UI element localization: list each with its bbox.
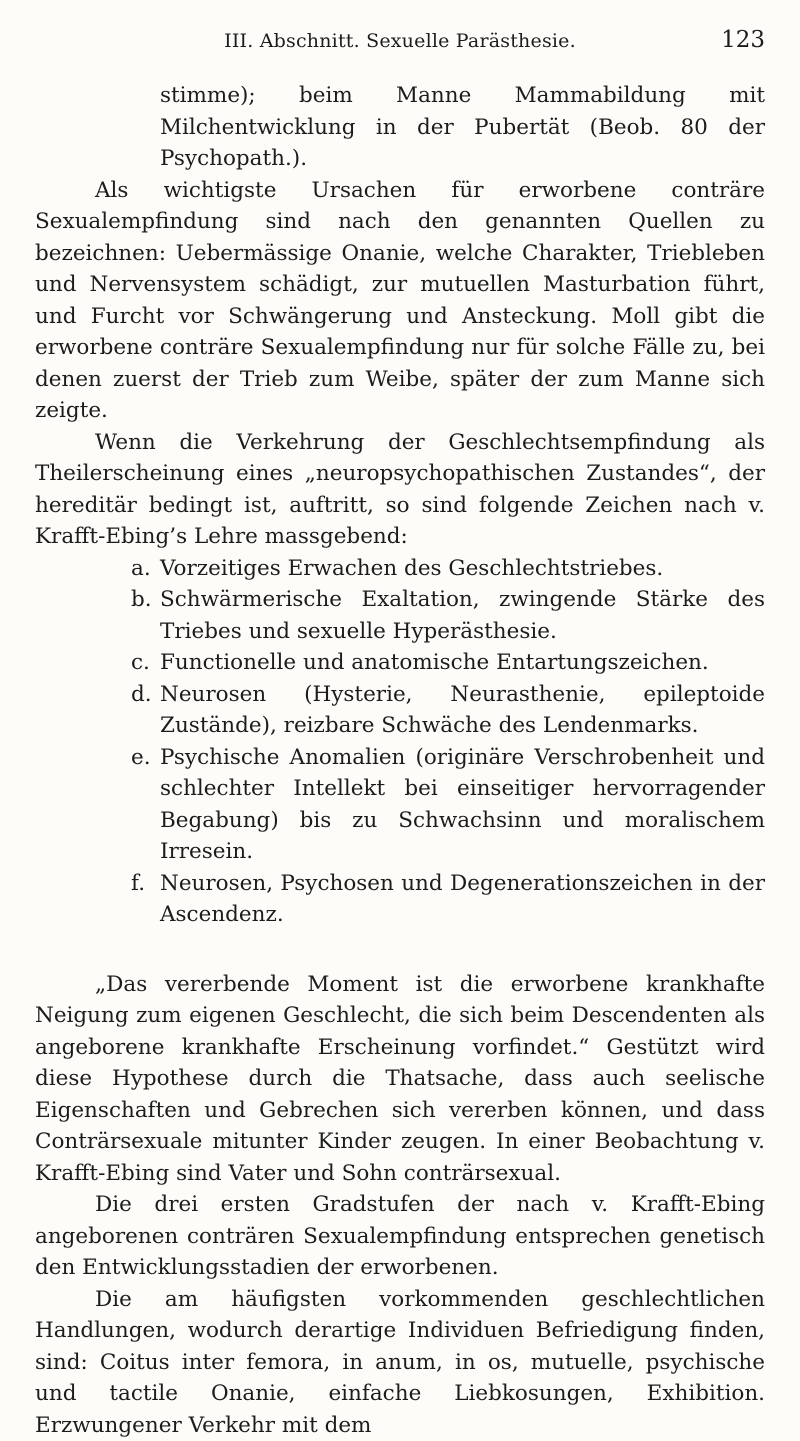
list-item-letter: e. xyxy=(131,742,151,774)
paragraph-acquired-causes: Als wichtigste Ursachen für erworbene conträre Sexualempfindung sind nach den genannten Quellen zu bezeichnen: Uebermässige Onanie, welche Charakter, Triebleben und Nervensystem schädigt, zur mutuellen Masturbation führt, und Furcht vor Schwängerung und Ansteckung. Moll gibt die erworbene conträre Sexualempfindung nur für solche Fälle zu, bei denen zuerst der Trieb zum Weibe, später der zum Manne sich zeigte. xyxy=(35,175,765,427)
list-item xyxy=(35,868,765,931)
paragraph-sexual-acts: Die am häufigsten vorkommenden geschlechtlichen Handlungen, wodurch derartige Individuen Befriedigung finden, sind: Coitus inter femora, in anum, in os, mutuelle, psychische und tactile Onanie, einfache Liebkosungen, Exhibition. Erzwungener Verkehr mit dem xyxy=(35,1284,765,1441)
list-item-text: Neurosen, Psychosen und Degenerationszeichen in der Ascendenz. xyxy=(160,871,765,928)
list-item-text: Functionelle und anatomische Entartungszeichen. xyxy=(160,650,709,675)
list-item-letter: a. xyxy=(131,553,151,585)
paragraph-grade-stages: Die drei ersten Gradstufen der nach v. Krafft-Ebing angeborenen conträren Sexualempfindung entsprechen genetisch den Entwicklungsstadien der erworbenen. xyxy=(35,1189,765,1284)
list-item-letter: d. xyxy=(131,679,152,711)
list-item xyxy=(35,742,765,868)
paragraph-hereditary-signs: Wenn die Verkehrung der Geschlechtsempfindung als Theilerscheinung eines „neuropsychopathischen Zustandes“, der hereditär bedingt ist, auftritt, so sind folgende Zeichen nach v. Krafft-Ebing’s Lehre massgebend: xyxy=(35,427,765,553)
running-title: III. Abschnitt. Sexuelle Parästhesie. xyxy=(35,30,765,52)
list-item-text: Psychische Anomalien (originäre Verschrobenheit und schlechter Intellekt bei einseitiger hervorragender Begabung) bis zu Schwachsinn und moralischem Irresein. xyxy=(160,745,765,865)
list-item-letter: b. xyxy=(131,584,152,616)
list-item-letter: c. xyxy=(131,647,150,679)
list-item xyxy=(35,647,765,679)
list-item-text: Vorzeitiges Erwachen des Geschlechtstriebes. xyxy=(160,556,663,581)
section-gap xyxy=(35,931,765,969)
paragraph-inheritance-quote: „Das vererbende Moment ist die erworbene krankhafte Neigung zum eigenen Geschlecht, die sich beim Descendenten als angeborene krankhafte Erscheinung vorfindet.“ Gestützt wird diese Hypothese durch die Thatsache, dass auch seelische Eigenschaften und Gebrechen sich vererben können, und dass Conträrsexuale mitunter Kinder zeugen. In einer Beobachtung v. Krafft-Ebing sind Vater und Sohn conträrsexual. xyxy=(35,969,765,1190)
list-item-text: Neurosen (Hysterie, Neurasthenie, epileptoide Zustände), reizbare Schwäche des Lendenmarks. xyxy=(160,682,765,739)
list-item xyxy=(35,679,765,742)
list-item-letter: f. xyxy=(131,868,145,900)
list-item xyxy=(35,584,765,647)
list-item xyxy=(35,553,765,585)
paragraph-continued: stimme); beim Manne Mammabildung mit Milchentwicklung in der Pubertät (Beob. 80 der Psychopath.). xyxy=(35,80,765,175)
list-item-text: Schwärmerische Exaltation, zwingende Stärke des Triebes und sexuelle Hyperästhesie. xyxy=(160,587,765,644)
signs-list xyxy=(35,553,765,931)
page-body xyxy=(35,80,765,1441)
running-header xyxy=(35,24,765,64)
page-number: 123 xyxy=(721,27,765,53)
